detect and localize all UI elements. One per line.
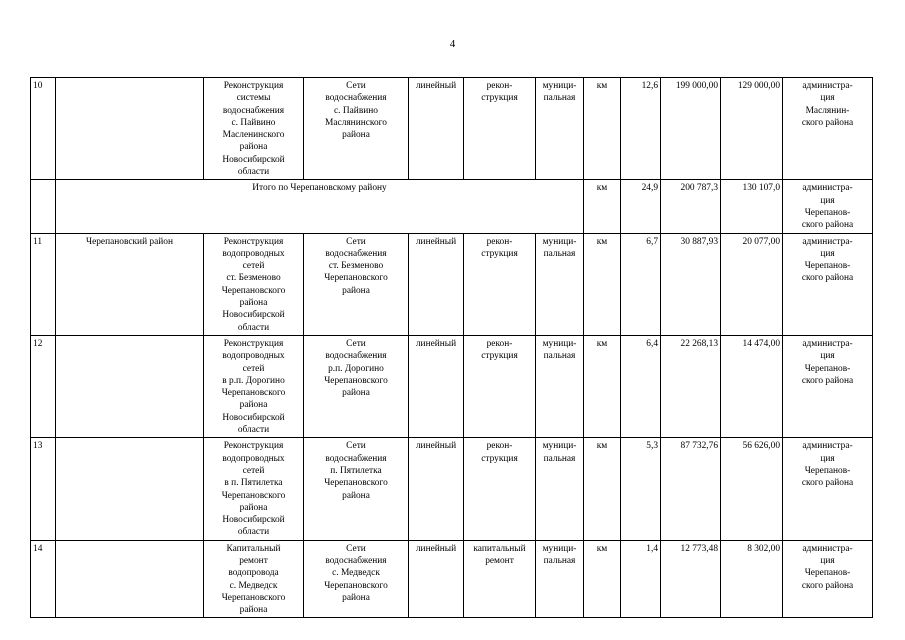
subtotal-label: Итого по Черепановскому району [56,180,584,233]
customer-cell: администра- ция Черепанов- ского района [783,438,873,540]
subtotal-length: 24,9 [621,180,661,233]
ownership-cell: муници- пальная [536,438,584,540]
work-type-cell: рекон- струкция [464,233,536,335]
row-number: 10 [31,78,56,180]
ownership-cell: муници- пальная [536,78,584,180]
object-name-cell: Реконструкция системы водоснабжения с. Пайвино Масленинского района Новосибирской области [204,78,304,180]
objects-table [30,77,873,618]
work-type-cell: рекон- струкция [464,78,536,180]
length-cell: 5,3 [621,438,661,540]
row-number: 14 [31,540,56,618]
network-cell: Сети водоснабжения п. Пятилетка Черепановского района [304,438,409,540]
object-type-cell: линейный [409,78,464,180]
object-type-cell: линейный [409,438,464,540]
object-name-cell: Реконструкция водопроводных сетей в р.п. Дорогино Черепановского района Новосибирской области [204,335,304,437]
cost-total-cell: 22 268,13 [661,335,721,437]
ownership-cell: муници- пальная [536,335,584,437]
row-number: 11 [31,233,56,335]
table-row [31,78,873,180]
district-cell [56,335,204,437]
cost-total-cell: 30 887,93 [661,233,721,335]
district-cell [56,438,204,540]
unit-cell: км [584,335,621,437]
object-type-cell: линейный [409,233,464,335]
district-cell [56,78,204,180]
length-cell: 12,6 [621,78,661,180]
customer-cell: администра- ция Черепанов- ского района [783,540,873,618]
customer-cell: администра- ция Черепанов- ского района [783,335,873,437]
object-name-cell: Реконструкция водопроводных сетей ст. Безменово Черепановского района Новосибирской области [204,233,304,335]
subtotal-row [31,180,873,233]
table-row [31,540,873,618]
object-type-cell: линейный [409,335,464,437]
ownership-cell: муници- пальная [536,233,584,335]
cost-part-cell: 129 000,00 [721,78,783,180]
table-row [31,438,873,540]
table-row [31,233,873,335]
table-row [31,335,873,437]
object-type-cell: линейный [409,540,464,618]
object-name-cell: Капитальный ремонт водопровода с. Медведск Черепановского района [204,540,304,618]
network-cell: Сети водоснабжения р.п. Дорогино Черепановского района [304,335,409,437]
length-cell: 6,4 [621,335,661,437]
row-number: 12 [31,335,56,437]
cost-part-cell: 56 626,00 [721,438,783,540]
network-cell: Сети водоснабжения ст. Безменово Черепановского района [304,233,409,335]
row-number: 13 [31,438,56,540]
unit-cell: км [584,233,621,335]
ownership-cell: муници- пальная [536,540,584,618]
network-cell: Сети водоснабжения с. Пайвино Маслянинского района [304,78,409,180]
unit-cell: км [584,540,621,618]
network-cell: Сети водоснабжения с. Медведск Черепановского района [304,540,409,618]
page-number: 4 [449,38,456,50]
district-cell [56,540,204,618]
subtotal-customer: администра- ция Черепанов- ского района [783,180,873,233]
customer-cell: администра- ция Черепанов- ского района [783,233,873,335]
object-name-cell: Реконструкция водопроводных сетей в п. Пятилетка Черепановского района Новосибирской области [204,438,304,540]
length-cell: 1,4 [621,540,661,618]
customer-cell: администра- ция Маслянин- ского района [783,78,873,180]
work-type-cell: рекон- струкция [464,438,536,540]
subtotal-unit: км [584,180,621,233]
cost-part-cell: 8 302,00 [721,540,783,618]
length-cell: 6,7 [621,233,661,335]
cost-total-cell: 199 000,00 [661,78,721,180]
subtotal-num-cell [31,180,56,233]
cost-part-cell: 20 077,00 [721,233,783,335]
work-type-cell: рекон- струкция [464,335,536,437]
cost-part-cell: 14 474,00 [721,335,783,437]
subtotal-cost-total: 200 787,3 [661,180,721,233]
unit-cell: км [584,438,621,540]
subtotal-cost-part: 130 107,0 [721,180,783,233]
district-cell: Черепановский район [56,233,204,335]
cost-total-cell: 12 773,48 [661,540,721,618]
unit-cell: км [584,78,621,180]
work-type-cell: капитальный ремонт [464,540,536,618]
cost-total-cell: 87 732,76 [661,438,721,540]
